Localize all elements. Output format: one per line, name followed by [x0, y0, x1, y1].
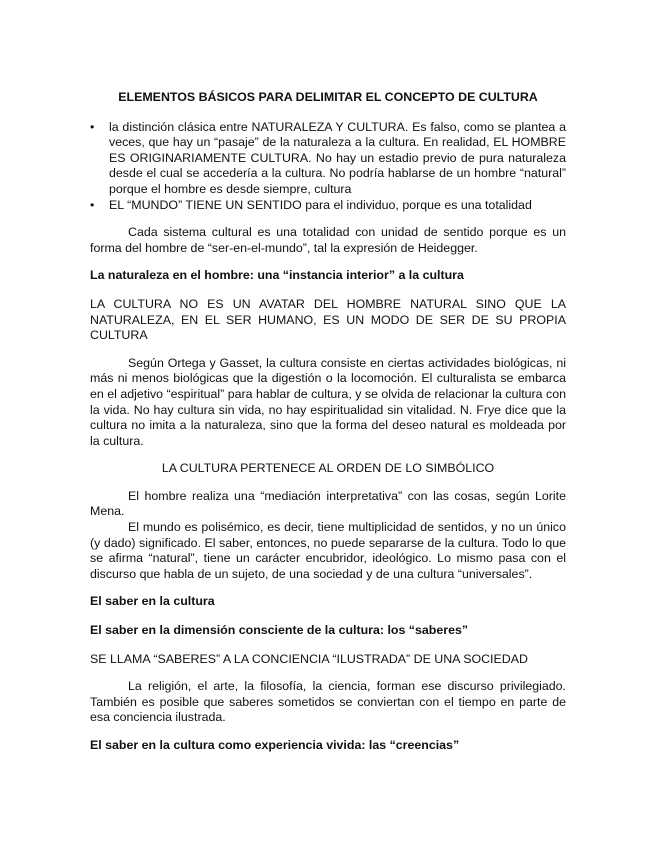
paragraph-religion: La religión, el arte, la filosofía, la ciencia, forman ese discurso privilegiado. También es posible que saberes sometidos se conviertan con el tiempo en parte de esa conciencia ilustrada.: [90, 679, 566, 725]
bullet-text: la distinción clásica entre NATURALEZA Y CULTURA. Es falso, como se plantea a veces, que hay un “pasaje” de la naturaleza a la cultura. En realidad, EL HOMBRE ES ORIGINARIAMENTE CULTURA. No hay un estadio previo de pura naturaleza desde el cual se accedería a la cultura. No podría hablarse de un hombre “natural” porque el hombre es desde siempre, cultura: [109, 119, 566, 196]
bullet-item: [90, 198, 566, 214]
paragraph-ortega: Según Ortega y Gasset, la cultura consiste en ciertas actividades biológicas, ni más ni menos biológicas que la digestión o la locomoción. El culturalista se embarca en el adjetivo “espiritual” para hablar de cultura, y se olvida de relacionar la cultura con la vida. No hay cultura sin vida, no hay espiritualidad sin vitalidad. N. Frye dice que la cultura no imita a la naturaleza, sino que la forma del deseo natural es moldeada por la cultura.: [90, 355, 566, 448]
paragraph-sistema-cultural: Cada sistema cultural es una totalidad con unidad de sentido porque es un forma del hombre de “ser-en-el-mundo”, tal la expresión de Heidegger.: [90, 225, 566, 255]
bullet-icon: •: [90, 119, 95, 134]
document-page: [90, 90, 566, 767]
document-title: ELEMENTOS BÁSICOS PARA DELIMITAR EL CONCEPTO DE CULTURA: [118, 90, 538, 104]
caps-statement-saberes: SE LLAMA “SABERES” A LA CONCIENCIA “ILUSTRADA” DE UNA SOCIEDAD: [90, 651, 528, 666]
bullet-item: [90, 120, 566, 198]
section-heading-creencias: El saber en la cultura como experiencia vivida: las “creencias”: [90, 738, 460, 752]
paragraph-polisemico: El mundo es polisémico, es decir, tiene multiplicidad de sentidos, y no un único (y dado) significado. El saber, entonces, no puede separarse de la cultura. Todo lo que se afirma “natural”, tiene un carácter encubridor, ideológico. Lo mismo pasa con el discurso que habla de un sujeto, de una sociedad y de una cultura “universales”.: [90, 520, 566, 581]
section-heading-saberes: El saber en la dimensión consciente de la cultura: los “saberes”: [90, 623, 469, 638]
caps-statement-cultura: LA CULTURA NO ES UN AVATAR DEL HOMBRE NATURAL SINO QUE LA NATURALEZA, EN EL SER HUMANO, ES UN MODO DE SER DE SU PROPIA CULTURA: [90, 296, 566, 343]
centered-statement-simbolico: LA CULTURA PERTENECE AL ORDEN DE LO SIMBÓLICO: [161, 461, 495, 476]
bullet-text: EL “MUNDO” TIENE UN SENTIDO para el individuo, porque es una totalidad: [109, 197, 532, 212]
paragraph-mediacion: El hombre realiza una “mediación interpretativa” con las cosas, según Lorite Mena.: [90, 488, 566, 519]
section-heading-saber: El saber en la cultura: [90, 594, 215, 609]
bullet-list: [90, 120, 566, 214]
section-heading-naturaleza: La naturaleza en el hombre: una “instancia interior” a la cultura: [90, 268, 464, 283]
bullet-icon: •: [90, 197, 95, 212]
